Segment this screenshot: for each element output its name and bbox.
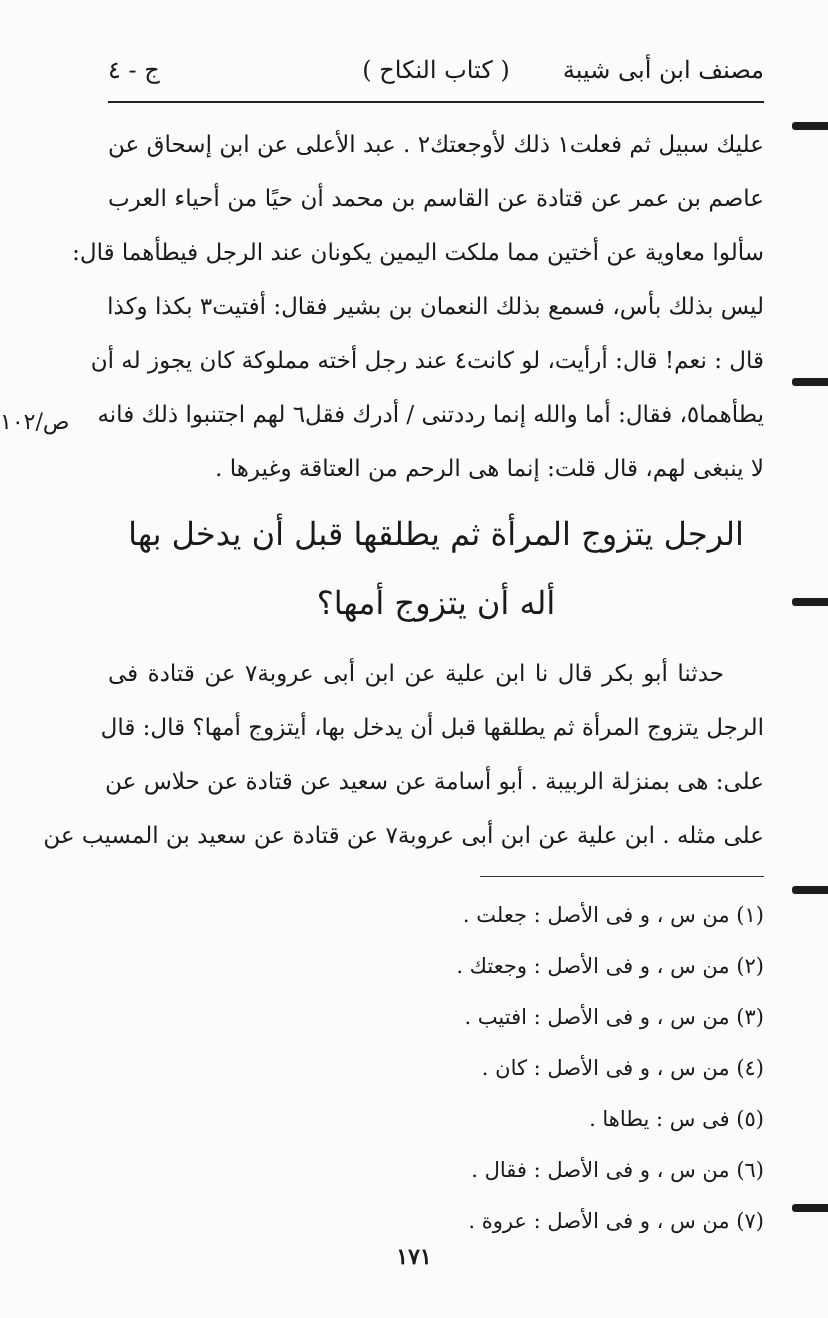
header-rule bbox=[108, 101, 764, 103]
section-heading-line-2: أله أن يتزوج أمها؟ bbox=[316, 584, 556, 622]
footnote: (٤) من س ، و فى الأصل : كان . bbox=[481, 1056, 764, 1080]
paragraph-2 bbox=[43, 647, 764, 863]
footnote: (٣) من س ، و فى الأصل : افتيب . bbox=[464, 1005, 764, 1029]
margin-page-reference: ص/١٠٢ bbox=[0, 410, 70, 435]
edge-marker bbox=[792, 378, 828, 386]
footnote-rule bbox=[480, 876, 764, 877]
page-number: ١٧١ bbox=[396, 1244, 432, 1270]
text-line: قال : نعم! قال: أرأيت، لو كانت٤ عند رجل أخته مملوكة كان يجوز له أن bbox=[90, 348, 764, 374]
chapter-title: ( كتاب النكاح ) bbox=[362, 56, 510, 84]
text-line: عاصم بن عمر عن قتادة عن القاسم بن محمد أن حيًا من أحياء العرب bbox=[108, 186, 764, 212]
volume-label: ج - ٤ bbox=[108, 56, 160, 84]
footnote: (٧) من س ، و فى الأصل : عروة . bbox=[468, 1209, 764, 1233]
paragraph-1 bbox=[72, 118, 765, 496]
text-line: الرجل يتزوج المرأة ثم يطلقها قبل أن يدخل بها، أيتزوج أمها؟ قال: قال bbox=[100, 715, 764, 741]
text-line: على مثله . ابن علية عن ابن أبى عروبة٧ عن قتادة عن سعيد بن المسيب عن bbox=[43, 823, 764, 849]
section-heading-line-1: الرجل يتزوج المرأة ثم يطلقها قبل أن يدخل بها bbox=[128, 515, 744, 553]
footnote: (٢) من س ، و فى الأصل : وجعتك . bbox=[456, 954, 764, 978]
footnote: (١) من س ، و فى الأصل : جعلت . bbox=[462, 903, 764, 927]
text-line: على: هى بمنزلة الربيبة . أبو أسامة عن سعيد عن قتادة عن حلاس عن bbox=[105, 769, 764, 795]
text-line: لا ينبغى لهم، قال قلت: إنما هى الرحم من العتاقة وغيرها . bbox=[215, 456, 764, 482]
text-line: سألوا معاوية عن أختين مما ملكت اليمين يكونان عند الرجل فيطأهما قال: bbox=[72, 240, 764, 266]
footnotes bbox=[108, 890, 764, 1247]
edge-marker bbox=[792, 886, 828, 894]
edge-marker bbox=[792, 598, 828, 606]
book-title: مصنف ابن أبى شيبة bbox=[562, 56, 764, 84]
text-line: ليس بذلك بأس، فسمع بذلك النعمان بن بشير فقال: أفتيت٣ بكذا وكذا bbox=[107, 294, 764, 320]
footnote: (٦) من س ، و فى الأصل : فقال . bbox=[471, 1158, 764, 1182]
text-line: حدثنا أبو بكر قال نا ابن علية عن ابن أبى عروبة٧ عن قتادة فى bbox=[108, 661, 724, 687]
edge-marker bbox=[792, 122, 828, 130]
text-line: يطأهما٥، فقال: أما والله إنما رددتنى / أدرك فقل٦ لهم اجتنبوا ذلك فانه bbox=[97, 402, 764, 428]
text-line: عليك سبيل ثم فعلت١ ذلك لأوجعتك٢ . عبد الأعلى عن ابن إسحاق عن bbox=[108, 132, 765, 158]
edge-marker bbox=[792, 1204, 828, 1212]
footnote: (٥) فى س : يطاها . bbox=[589, 1107, 764, 1131]
page-header bbox=[108, 50, 764, 90]
